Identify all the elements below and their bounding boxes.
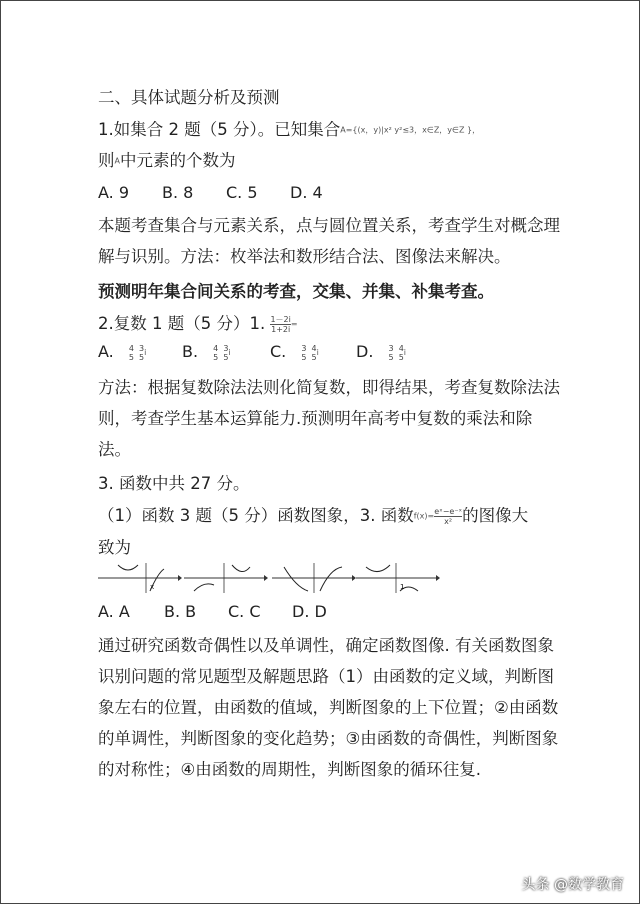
axis-arrow	[264, 575, 268, 581]
q2-option-frac	[301, 344, 306, 362]
frac-num: 4	[213, 343, 219, 353]
q1-question-line	[98, 149, 235, 174]
frac-num: 4	[128, 343, 134, 353]
curve-left	[284, 567, 308, 591]
frac-den: 5	[139, 352, 145, 362]
q3-func-numerator: eˣ−e⁻ˣ	[434, 507, 463, 516]
q2-head-text: 2.复数 1 题（5 分）1.	[98, 314, 266, 333]
q1-head-text: 1.如集合 2 题（5 分）。已知集合	[98, 120, 341, 139]
imaginary-unit: i	[228, 348, 231, 357]
curve-right	[320, 567, 342, 591]
q1-prediction: 预测明年集合间关系的考查，交集、并集、补集考查。	[98, 282, 494, 301]
frac-den: 5	[223, 352, 229, 362]
frac-den: 5	[213, 352, 219, 362]
watermark: 头条 @数学教育	[521, 877, 624, 893]
curve-left	[194, 584, 214, 591]
q3-analysis: 通过研究函数奇偶性以及单调性，确定函数图像. 有关函数图象识别问题的常见题型及解题思路（1）由函数的定义域，判断图象左右的位置，由函数的值域，判断图象的上下位置；②由函数的单调性，判断图象的变化趋势；③由函数的奇偶性，判断图象的对称性；④由函数的周期性，判断图象的循环往复.	[98, 636, 559, 779]
imaginary-unit: i	[316, 348, 319, 357]
imaginary-unit: i	[403, 348, 407, 357]
graph-option-a	[98, 563, 182, 593]
q2-method: 方法：根据复数除法法则化简复数，即得结果，考查复数除法法则，考查学生基本运算能力.预测明年高考中复数的乘法和除法。	[98, 378, 560, 459]
q3-option-c: C. C	[228, 602, 261, 621]
frac-den: 5	[388, 352, 394, 362]
q2-option-b	[182, 342, 231, 362]
q1-option-d: D. 4	[290, 183, 323, 202]
frac-num: 4	[311, 343, 317, 353]
q2-option-frac	[213, 344, 218, 362]
frac-den: 5	[128, 352, 134, 362]
q1-line2-small: A	[114, 156, 120, 166]
imaginary-unit: i	[144, 348, 147, 357]
axis-arrow	[178, 575, 182, 581]
axis-tick-label: 1	[400, 583, 405, 591]
q3-option-d: D. D	[292, 602, 327, 621]
curve-left	[366, 565, 390, 572]
q3-option-b: B. B	[164, 602, 197, 621]
q3-func-denominator: x²	[444, 517, 453, 526]
q1-option-a: A. 9	[98, 183, 130, 202]
graph-option-d	[356, 563, 440, 593]
q2-option-label: C.	[270, 342, 287, 361]
q2-option-c	[270, 342, 319, 362]
q2-option-label: D.	[356, 342, 374, 361]
q3-func-fraction	[434, 507, 462, 526]
frac-num: 3	[223, 343, 229, 353]
q1-option-c: C. 5	[226, 183, 258, 202]
q3-title: 3. 函数中共 27 分。	[98, 474, 250, 493]
q2-option-a	[98, 342, 146, 362]
q3-sub-head-pre: （1）函数 3 题（5 分）函数图象，3. 函数	[98, 506, 414, 525]
frac-num: 3	[388, 343, 394, 353]
curve-left	[118, 565, 138, 570]
q3-subheading-line2: 致为	[98, 538, 131, 557]
q2-option-d	[356, 342, 406, 362]
frac-den: 5	[311, 352, 317, 362]
q2-option-label: B.	[182, 342, 199, 361]
q2-option-frac	[129, 344, 134, 362]
q2-heading	[98, 312, 298, 337]
frac-num: 3	[301, 343, 307, 353]
graph-option-c	[272, 563, 356, 593]
section-title: 二、具体试题分析及预测	[98, 88, 280, 107]
q1-heading	[98, 118, 480, 143]
q2-option-frac	[389, 344, 394, 362]
q1-option-b: B. 8	[162, 183, 194, 202]
frac-den: 5	[398, 352, 404, 362]
axis-arrow	[436, 575, 440, 581]
q3-func-left: f(x)=	[413, 511, 435, 521]
q2-expression	[270, 315, 290, 334]
curve-right	[232, 565, 250, 572]
q1-analysis: 本题考查集合与元素关系，点与圆位置关系，考查学生对概念理解与识别。方法：枚举法和数形结合法、图像法来解决。	[98, 216, 560, 266]
q2-expression-equals: =	[290, 319, 298, 329]
graph-option-b	[184, 563, 268, 593]
axis-tick-label: x	[150, 583, 155, 591]
frac-num: 3	[139, 343, 145, 353]
q1-set-definition: A={(x，y)|x² y²≤3，x∈Z，y∈Z }，	[340, 125, 481, 135]
q1-line2-pre: 则	[98, 151, 115, 170]
q2-expression-denominator: 1+2i	[271, 325, 291, 334]
q2-expression-numerator: 1－2i	[270, 315, 291, 324]
q1-line2-post: 中元素的个数为	[119, 151, 236, 170]
q3-option-a: A. A	[98, 602, 130, 621]
frac-num: 4	[398, 343, 404, 353]
q2-option-label: A.	[98, 342, 114, 361]
frac-den: 5	[301, 352, 307, 362]
q3-sub-head-post: 的图像大	[462, 506, 529, 525]
q3-subheading	[98, 504, 528, 529]
